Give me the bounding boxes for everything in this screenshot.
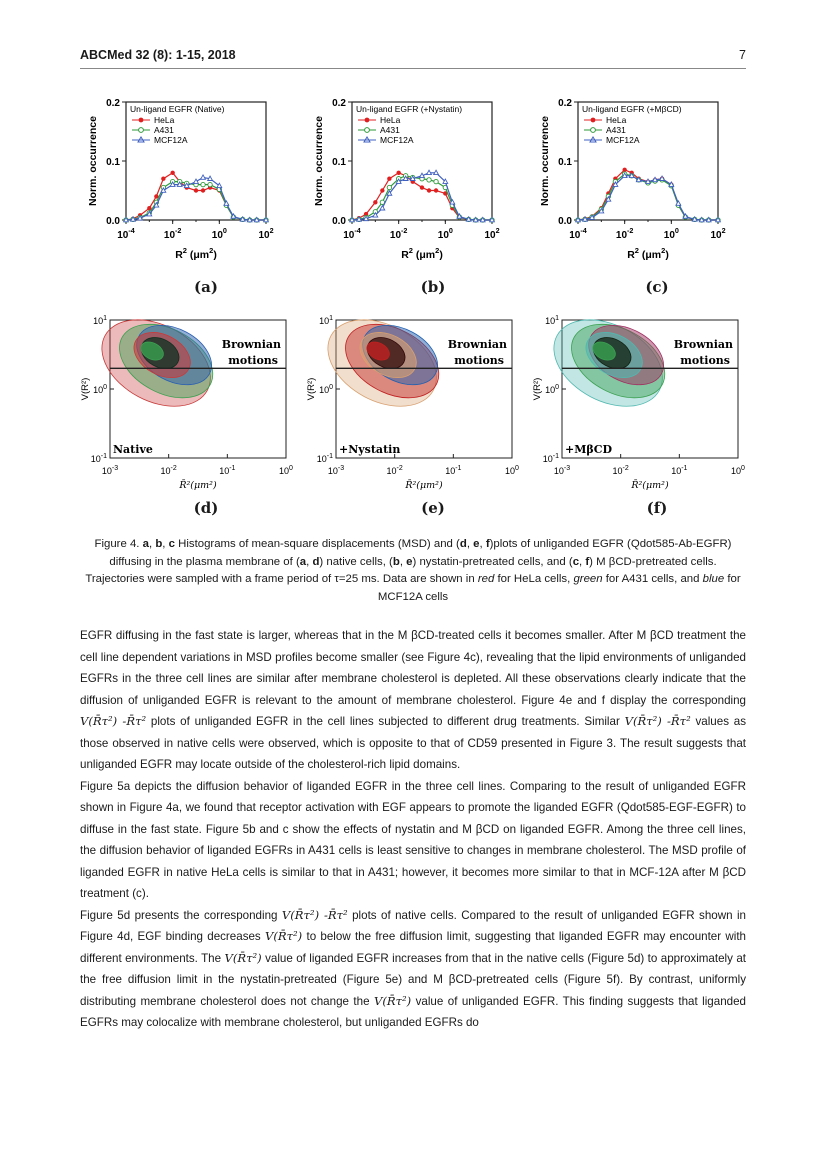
msd-chart-svg	[306, 92, 506, 272]
legend-label: A431	[606, 125, 626, 135]
x-axis-label: R̄²(μm²)	[179, 480, 217, 491]
data-point	[669, 182, 674, 186]
condition-label: +MβCD	[565, 443, 612, 456]
data-point	[434, 188, 438, 192]
data-point	[373, 200, 377, 204]
data-point	[420, 185, 424, 189]
x-tick-label: $10^{-4}$	[569, 226, 587, 241]
data-point	[194, 188, 198, 192]
y-axis-label: Norm. occurrence	[87, 116, 99, 206]
v-plot-svg	[532, 308, 745, 498]
x-tick-label: $10^{-4}$	[117, 226, 135, 241]
msd-panel-a	[80, 92, 280, 272]
data-point	[396, 171, 400, 175]
data-point	[380, 206, 385, 210]
msd-panel-c	[532, 92, 732, 272]
page-header	[80, 48, 746, 66]
legend-label: MCF12A	[606, 135, 640, 145]
data-point	[208, 182, 212, 186]
y-axis-label: V(R²)	[532, 377, 543, 401]
legend-title: Un-ligand EGFR (+MβCD)	[582, 104, 682, 114]
legend-marker	[365, 118, 370, 123]
y-tick-label: $10^{-1}$	[316, 453, 333, 464]
legend-label: MCF12A	[380, 135, 414, 145]
series-line-a431	[126, 182, 266, 220]
legend-label: HeLa	[380, 115, 401, 125]
y-tick-label: 0.2	[558, 98, 572, 109]
legend-marker	[139, 128, 144, 133]
caption-figure-number: Figure 4.	[94, 538, 140, 550]
x-tick-label: $10^{-2}$	[386, 465, 403, 476]
y-tick-label: $10^{-1}$	[542, 453, 559, 464]
y-tick-label: 0.1	[558, 157, 572, 168]
data-point	[170, 171, 174, 175]
data-point	[387, 185, 391, 189]
y-tick-label: 0.0	[558, 216, 572, 227]
data-point	[646, 179, 651, 183]
y-tick-label: 0.0	[106, 216, 120, 227]
x-tick-label: $10^0$	[505, 465, 519, 476]
data-point	[201, 175, 206, 179]
y-tick-label: $10^1$	[319, 315, 333, 326]
condition-label: Native	[113, 443, 153, 456]
data-point	[427, 188, 431, 192]
data-point	[653, 177, 658, 181]
msd-chart-svg	[532, 92, 732, 272]
x-tick-label: $10^{-1}$	[219, 465, 236, 476]
figure-caption: Figure 4. a, b, c Histograms of mean-square displacements (MSD) and (d, e, f)plots of unliganded EGFR (Qdot585-Ab-EGFR) diffusing in the plasma membrane of (a, d) native cells, (b, e) nystatin-pretreated cells, and (c, f) M βCD-pretreated cells. Trajectories were sampled with a frame period of τ=25 ms. Data are shown in red for HeLa cells, green for A431 cells, and blue for MCF12A cells	[85, 538, 741, 603]
data-point	[420, 173, 425, 177]
data-point	[201, 188, 205, 192]
y-tick-label: $10^0$	[93, 384, 107, 395]
x-tick-label: $10^{-2}$	[615, 226, 634, 241]
y-tick-label: 0.1	[332, 157, 346, 168]
y-axis-label: V(R²)	[80, 377, 91, 401]
panel-label-c: (c)	[645, 278, 669, 296]
x-tick-label: $10^2$	[710, 226, 726, 241]
legend-label: HeLa	[154, 115, 175, 125]
y-tick-label: 0.2	[332, 98, 346, 109]
x-tick-label: $10^{-2}$	[612, 465, 629, 476]
brownian-label-2: motions	[454, 354, 504, 367]
data-point	[380, 188, 384, 192]
x-axis-label: R̄²(μm²)	[631, 480, 669, 491]
x-tick-label: $10^{-1}$	[445, 465, 462, 476]
y-tick-label: $10^1$	[545, 315, 559, 326]
x-axis-label: $R^2$ $(\mu m^2)$	[401, 246, 443, 261]
v-plot-panel-e	[306, 308, 519, 498]
x-tick-label: $10^{-3}$	[327, 465, 345, 476]
y-tick-label: $10^0$	[319, 384, 333, 395]
y-tick-label: $10^{-1}$	[90, 453, 107, 464]
x-tick-label: $10^0$	[663, 226, 679, 241]
x-tick-label: $10^{-2}$	[389, 226, 408, 241]
data-point	[434, 179, 438, 183]
data-point	[660, 176, 665, 180]
x-tick-label: $10^{-3}$	[553, 465, 571, 476]
brownian-label-1: Brownian	[447, 338, 507, 351]
x-tick-label: $10^{-4}$	[343, 226, 361, 241]
data-point	[161, 177, 165, 181]
legend-label: HeLa	[606, 115, 627, 125]
y-tick-label: $10^0$	[545, 384, 559, 395]
panel-label-a: (a)	[194, 278, 218, 296]
y-tick-label: 0.0	[332, 216, 346, 227]
brownian-label-1: Brownian	[673, 338, 733, 351]
condition-label: +Nystatin	[339, 443, 401, 456]
panel-label-d: (d)	[193, 499, 219, 517]
panel-label-b: (b)	[420, 278, 446, 296]
data-point	[201, 182, 205, 186]
v-plot-svg	[80, 308, 293, 498]
x-tick-label: $10^0$	[211, 226, 227, 241]
y-axis-label: Norm. occurrence	[313, 116, 325, 206]
x-axis-label: $R^2$ $(\mu m^2)$	[175, 246, 217, 261]
paragraph-1: EGFR diffusing in the fast state is larger, whereas that in the M βCD-treated cells it becomes smaller. After M βCD treatment the cell line dependent variations in MSD profiles become smaller (see Figure 4c), revealing that the lipid environments of unliganded EGFRs in the three cell lines are similar after membrane cholesterol is depleted. All these observations clearly indicate that the diffusion of unliganded EGFR is relevant to the amount of membrane cholesterol. Figure 4e and f display the corresponding V(R̄τ²) -R̄τ² plots of unliganded EGFR in the cell lines subjected to different drug treatments. Similar V(R̄τ²) -R̄τ² values as those observed in native cells were observed, which is opposite to that of CD59 presented in Figure 3. The result suggests that unliganded EGFR may locate outside of the cholesterol-rich lipid domains.	[80, 629, 746, 771]
y-tick-label: $10^1$	[93, 315, 107, 326]
msd-panel-b	[306, 92, 506, 272]
x-tick-label: $10^0$	[731, 465, 745, 476]
x-tick-label: $10^2$	[484, 226, 500, 241]
brownian-label-2: motions	[228, 354, 278, 367]
paragraph-3: Figure 5d presents the corresponding V(R̄τ²) -R̄τ² plots of native cells. Compared to the result of unliganded EGFR shown in Figure 4d, EGF binding decreases V(R̄τ²) to below the free diffusion limit, suggesting that liganded EGFR may encounter with different environments. The V(R̄τ²) value of liganded EGFR increases from that in the native cells (Figure 5d) to approximately at the free diffusion limit in the nystatin-pretreated (Figure 5e) and M βCD-pretreated cells (Figure 5f). By contrast, uniformly distributing membrane cholesterol does not change the V(R̄τ²) value of unliganded EGFR. This finding suggests that liganded EGFRs may colocalize with membrane cholesterol, but unliganded EGFRs do	[80, 907, 746, 1029]
legend-title: Un-ligand EGFR (+Nystatin)	[356, 104, 463, 114]
data-point	[208, 176, 213, 180]
data-point	[427, 170, 432, 174]
x-tick-label: $10^0$	[437, 226, 453, 241]
panel-label-e: (e)	[421, 499, 445, 517]
x-axis-label: $R^2$ $(\mu m^2)$	[627, 246, 669, 261]
page-number: 7	[739, 48, 746, 62]
data-point	[434, 170, 439, 174]
body-text	[80, 625, 746, 1034]
v-plot-panel-f	[532, 308, 745, 498]
legend-label: A431	[380, 125, 400, 135]
legend-marker	[591, 118, 596, 123]
y-tick-label: 0.2	[106, 98, 120, 109]
v-plot-panel-d	[80, 308, 293, 498]
x-tick-label: $10^{-2}$	[163, 226, 182, 241]
brownian-label-2: motions	[680, 354, 730, 367]
series-line-a431	[352, 176, 492, 220]
legend-label: MCF12A	[154, 135, 188, 145]
y-tick-label: 0.1	[106, 157, 120, 168]
paragraph-2: Figure 5a depicts the diffusion behavior of liganded EGFR in the three cell lines. Comparing to the result of unliganded EGFR shown in Figure 4a, we found that receptor activation with EGF appears to promote the liganded EGFR (Qdot585-EGF-EGFR) to diffuse in the fast state. Figure 5b and c show the effects of nystatin and M βCD on liganded EGFR. Among the three cell lines, the diffusion behavior of liganded EGFRs in A431 cells is least sensitive to changes in membrane cholesterol. The MSD profile of liganded EGFR in native HeLa cells is similar to that in A431; however, it becomes more similar to that in MCF-12A after M βCD treatment (c).	[80, 779, 746, 900]
y-axis-label: Norm. occurrence	[539, 116, 551, 206]
legend-marker	[591, 128, 596, 133]
x-tick-label: $10^{-2}$	[160, 465, 177, 476]
x-tick-label: $10^{-3}$	[101, 465, 119, 476]
legend-label: A431	[154, 125, 174, 135]
x-tick-label: $10^2$	[258, 226, 274, 241]
msd-chart-svg	[80, 92, 280, 272]
x-tick-label: $10^0$	[279, 465, 293, 476]
x-axis-label: R̄²(μm²)	[405, 480, 443, 491]
header-rule	[80, 68, 746, 69]
legend-marker	[139, 118, 144, 123]
v-plot-svg	[306, 308, 519, 498]
data-point	[194, 179, 199, 183]
x-tick-label: $10^{-1}$	[671, 465, 688, 476]
panel-label-f: (f)	[646, 499, 668, 517]
legend-title: Un-ligand EGFR (Native)	[130, 104, 225, 114]
brownian-label-1: Brownian	[221, 338, 281, 351]
legend-marker	[365, 128, 370, 133]
data-point	[427, 178, 431, 182]
y-axis-label: V(R²)	[306, 377, 317, 401]
data-point	[387, 177, 391, 181]
journal-citation: ABCMed 32 (8): 1-15, 2018	[80, 48, 236, 62]
